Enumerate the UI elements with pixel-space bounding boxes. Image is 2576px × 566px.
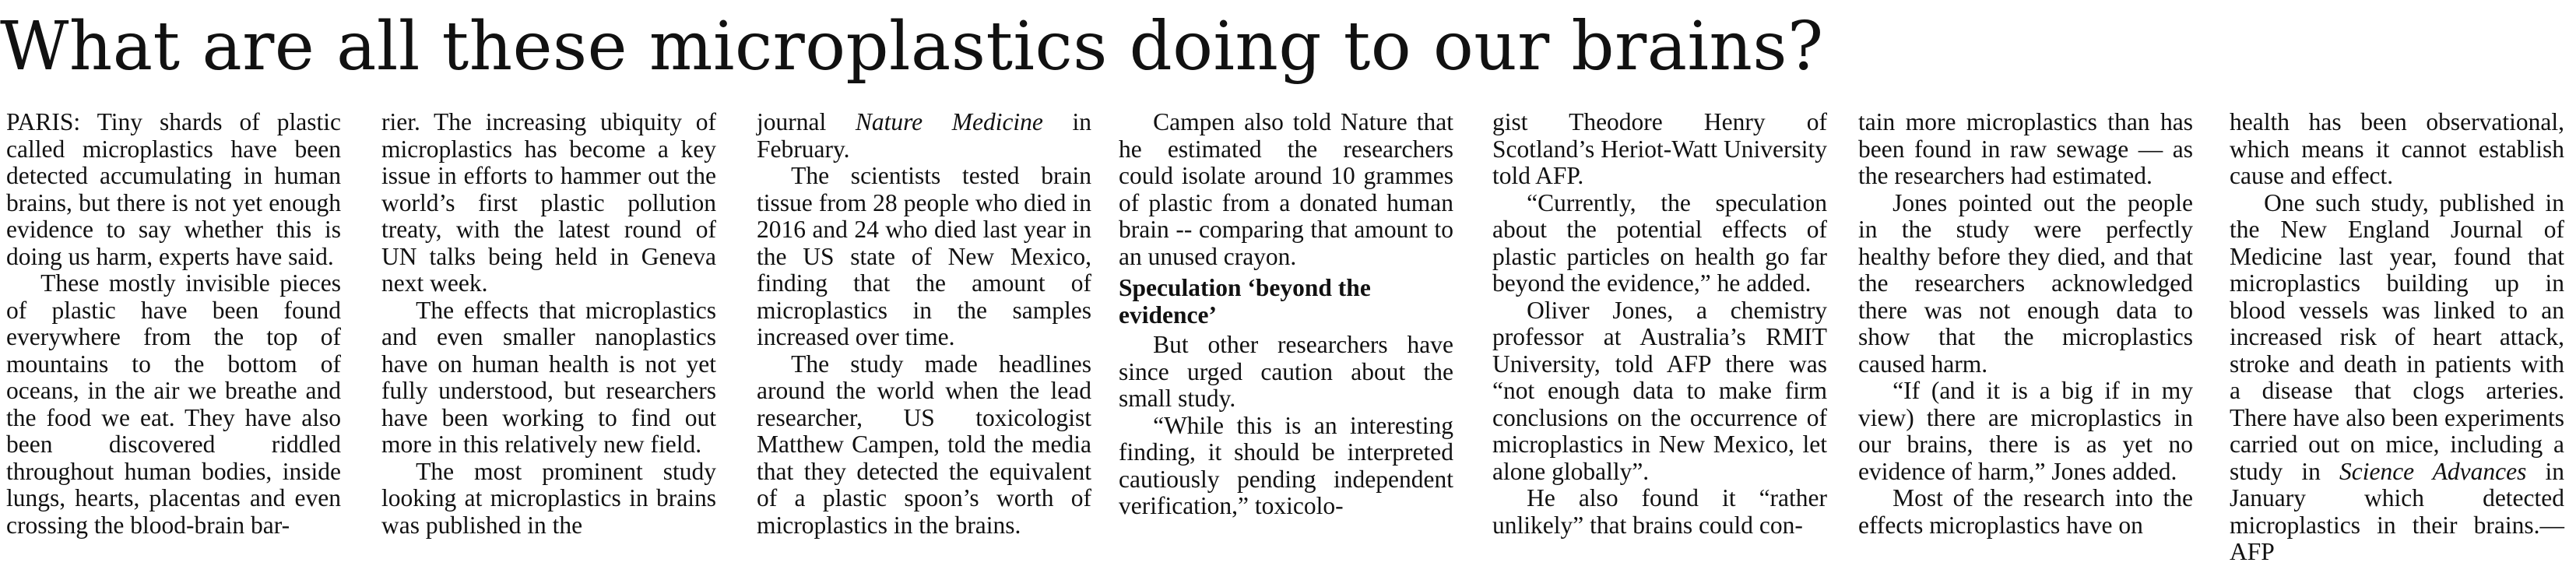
journal-name: Nature Medicine [855,108,1043,135]
paragraph: These mostly invisible pieces of plastic have been found everywhere from the top of mountains to the bottom of oceans, in the air we breathe and the food we eat. They have also been discovered riddled throughout human bodies, inside lungs, hearts, placentas and even crossing the blood-brain bar- [6,269,341,539]
paragraph: The study made headlines around the world when the lead researcher, US toxicologist Matthew Campen, told the media that they detected the equivalent of a plastic spoon’s worth of microplastics in the brains. [757,350,1091,539]
paragraph [757,109,1091,163]
paragraph: The effects that microplastics and even smaller nanoplastics have on human health is not yet fully understood, but researchers have been working to find out more in this relatively new field. [381,296,716,458]
paragraph: Jones pointed out the people in the study were perfectly healthy before they died, and that the researchers acknowledged there was not enough data to show that the microplastics caused harm. [1858,188,2193,378]
paragraph: Campen also told Nature that he estimated the researchers could isolate around 10 grammes of plastic from a donated human brain -- comparing that amount to an unused crayon. [1119,108,1453,270]
paragraph-text: One such study, published in the New England Journal of Medicine last year, found that microplastics building up in blood vessels was linked to an increased risk of heart attack, stroke and death in patients with a disease that clogs arteries. There have also been experiments carried out on mice, including a study in [2230,188,2564,485]
paragraph: Most of the research into the effects microplastics have on [1858,484,2193,539]
paragraph: The scientists tested brain tissue from 28 people who died in 2016 and 24 who died last year in the US state of New Mexico, finding that the amount of microplastics in the samples increased over time. [757,162,1091,350]
paragraph: tain more microplastics than has been found in raw sewage — as the researchers had estimated. [1858,108,2193,189]
paragraph: PARIS: Tiny shards of plastic called microplastics have been detected accumulating in human brains, but there is not yet enough evidence to say whether this is doing us harm, experts have said. [6,108,341,270]
paragraph: Oliver Jones, a chemistry professor at Australia’s RMIT University, told AFP there was “not enough data to make firm conclusions on the occurrence of microplastics in New Mexico, let alone globally”. [1492,296,1827,485]
article-column-5 [1492,109,1827,543]
paragraph [2230,190,2564,566]
article-column-6 [1858,109,2193,543]
paragraph-text: in February. [757,108,1091,163]
article-column-1 [6,109,341,543]
paragraph: “While this is an interesting finding, it should be interpreted cautiously pending independent verification,” toxicolo- [1119,411,1453,519]
paragraph: He also found it “rather unlikely” that brains could con- [1492,484,1827,539]
journal-name: Science Advances [2339,457,2527,485]
paragraph: “If (and it is a big if in my view) there are microplastics in our brains, there is as yet no evidence of harm,” Jones added. [1858,377,2193,485]
paragraph: health has been observational, which means it cannot establish cause and effect. [2230,108,2564,189]
paragraph: But other researchers have since urged caution about the small study. [1119,331,1453,412]
paragraph: “Currently, the speculation about the potential effects of plastic particles on health go far beyond the evidence,” he added. [1492,188,1827,297]
paragraph-text: in January which detected microplastics in their brains.—AFP [2230,457,2564,565]
paragraph: rier. The increasing ubiquity of microplastics has become a key issue in efforts to hammer out the world’s first plastic pollution treaty, with the latest round of UN talks being held in Geneva next week. [381,108,716,297]
article-column-3 [757,109,1091,543]
article-column-7 [2230,108,2564,565]
article-column-2 [381,109,716,543]
headline: What are all these microplastics doing to our brains? [0,8,1824,86]
article-column-4 [1119,109,1453,543]
paragraph-text: journal [757,108,856,135]
subheading: Speculation ‘beyond the evidence’ [1119,274,1371,329]
paragraph: gist Theodore Henry of Scotland’s Heriot-Watt University told AFP. [1492,108,1827,189]
paragraph: The most prominent study looking at microplastics in brains was published in the [381,457,716,539]
